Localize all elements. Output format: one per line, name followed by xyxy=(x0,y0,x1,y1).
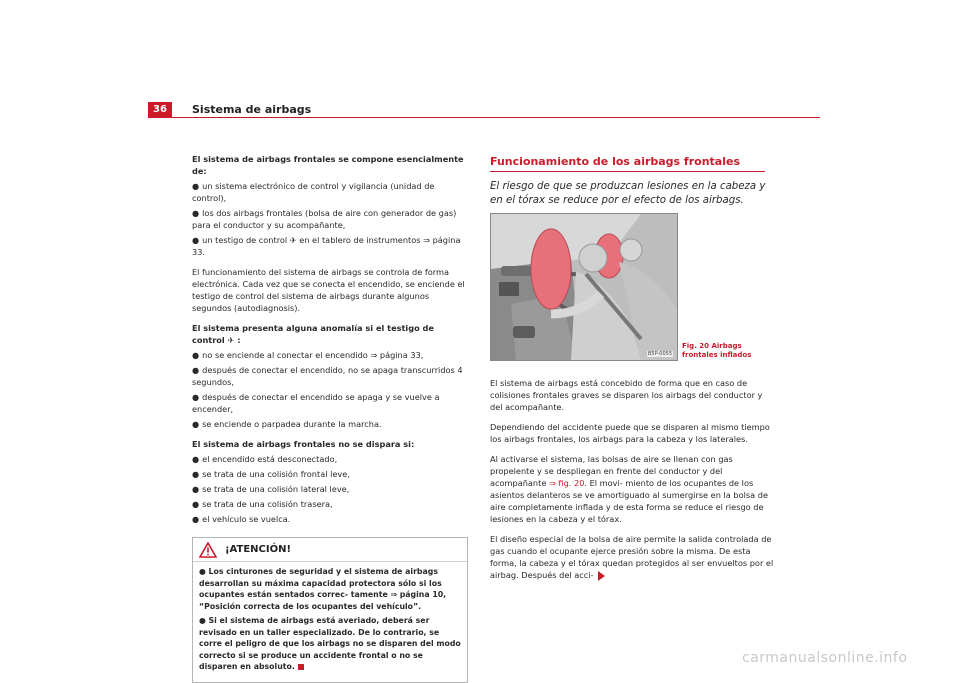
list-item: ● el encendido está desconectado, xyxy=(192,454,338,464)
section-rule xyxy=(490,171,765,172)
list-item: ● un sistema electrónico de control y vigilancia (unidad de control), xyxy=(192,181,435,203)
watermark: carmanualsonline.info xyxy=(742,650,908,666)
warning-title: ¡ATENCIÓN! xyxy=(225,544,292,555)
airbag-illustration xyxy=(491,214,677,360)
list-item: ● el vehículo se vuelca. xyxy=(192,514,291,524)
paragraph: Dependiendo del accidente puede que se disparen al mismo tiempo los airbags frontales, los airbags para la cabeza y los laterales. xyxy=(490,422,770,444)
paragraph: El funcionamiento del sistema de airbags se controla de forma electrónica. Cada vez que se conecta el encendido, se enciende el testigo de control del sistema de airbags durante algunos segundos (autodiagnosis). xyxy=(192,267,465,313)
list-item: ● después de conectar el encendido, no se apaga transcurridos 4 segundos, xyxy=(192,365,463,387)
paragraph: El diseño especial de la bolsa de aire permite la salida controlada de gas cuando el ocupante ejerce presión sobre la misma. De esta forma, la cabeza y el tórax quedan protegidos al ser envueltos por el airbag. Después del acci- xyxy=(490,534,774,580)
nofire-title: El sistema de airbags frontales no se dispara si: xyxy=(192,439,415,449)
anomaly-list xyxy=(192,349,468,430)
list-item: ● no se enciende al conectar el encendido ⇒ página 33, xyxy=(192,350,424,360)
warning-body xyxy=(193,562,467,682)
end-of-section-mark xyxy=(298,664,304,670)
list-item: ● se enciende o parpadea durante la marcha. xyxy=(192,419,382,429)
warning-item: ● Si el sistema de airbags está averiado, deberá ser revisado en un taller especializado. De lo contrario, se corre el peligro de que los airbags no se disparen del modo correcto si se produce un accidente frontal o no se disparen en absoluto. xyxy=(199,616,461,671)
nofire-list xyxy=(192,453,468,525)
section-title: Funcionamiento de los airbags frontales xyxy=(490,155,740,168)
figure-caption: Fig. 20 Airbags frontales inflados xyxy=(682,342,752,359)
list-item: ● se trata de una colisión lateral leve, xyxy=(192,484,350,494)
anomaly-title: El sistema presenta alguna anomalía si el testigo de control ✈ : xyxy=(192,323,434,345)
paragraph: Al activarse el sistema, las bolsas de aire se llenan con gas propelente y se despliegan en frente del conductor y del acompañante ⇒ fig. 20. El movi- miento de los ocupantes de los asientos delanteros se ve amortiguado al sumergirse en la bolsa de aire completamente inflada y de esta forma se reduce el riesgo de lesiones en la cabeza y el tórax. xyxy=(490,454,769,524)
left-column xyxy=(192,153,468,683)
warning-header xyxy=(193,538,467,562)
list-item: ● los dos airbags frontales (bolsa de aire con generador de gas) para el conductor y su acompañante, xyxy=(192,208,457,230)
list-item: ● se trata de una colisión trasera, xyxy=(192,499,333,509)
page-header-title: Sistema de airbags xyxy=(192,103,312,116)
lead-text: El riesgo de que se produzcan lesiones en la cabeza y en el tórax se reduce por el efecto de los airbags. xyxy=(490,181,766,206)
components-intro: El sistema de airbags frontales se compone esencialmente de: xyxy=(192,154,464,176)
list-item: ● se trata de una colisión frontal leve, xyxy=(192,469,350,479)
figure-code: B5P-0055 xyxy=(647,351,672,357)
components-list xyxy=(192,180,468,258)
warning-item: ● Los cinturones de seguridad y el sistema de airbags desarrollan su máxima capacidad protectora sólo si los ocupantes están sentados correc- tamente ⇒ página 10, “Posición correcta de los ocupantes del vehículo”. xyxy=(199,567,447,611)
right-column-heading xyxy=(490,155,775,207)
paragraph: El sistema de airbags está concebido de forma que en caso de colisiones frontales graves se disparen los airbags del conductor y del acompañante. xyxy=(490,378,763,412)
list-item: ● un testigo de control ✈ en el tablero de instrumentos ⇒ página 33. xyxy=(192,235,461,257)
list-item: ● después de conectar el encendido se apaga y se vuelve a encender, xyxy=(192,392,440,414)
airbag-figure xyxy=(490,213,678,361)
header-rule xyxy=(148,117,820,118)
continue-arrow-icon xyxy=(598,571,605,581)
figure-link[interactable]: ⇒ fig. 20 xyxy=(548,478,585,488)
page-number: 36 xyxy=(148,102,172,118)
warning-box xyxy=(192,537,468,683)
right-body-text xyxy=(490,377,775,589)
warning-triangle-icon xyxy=(199,542,217,558)
